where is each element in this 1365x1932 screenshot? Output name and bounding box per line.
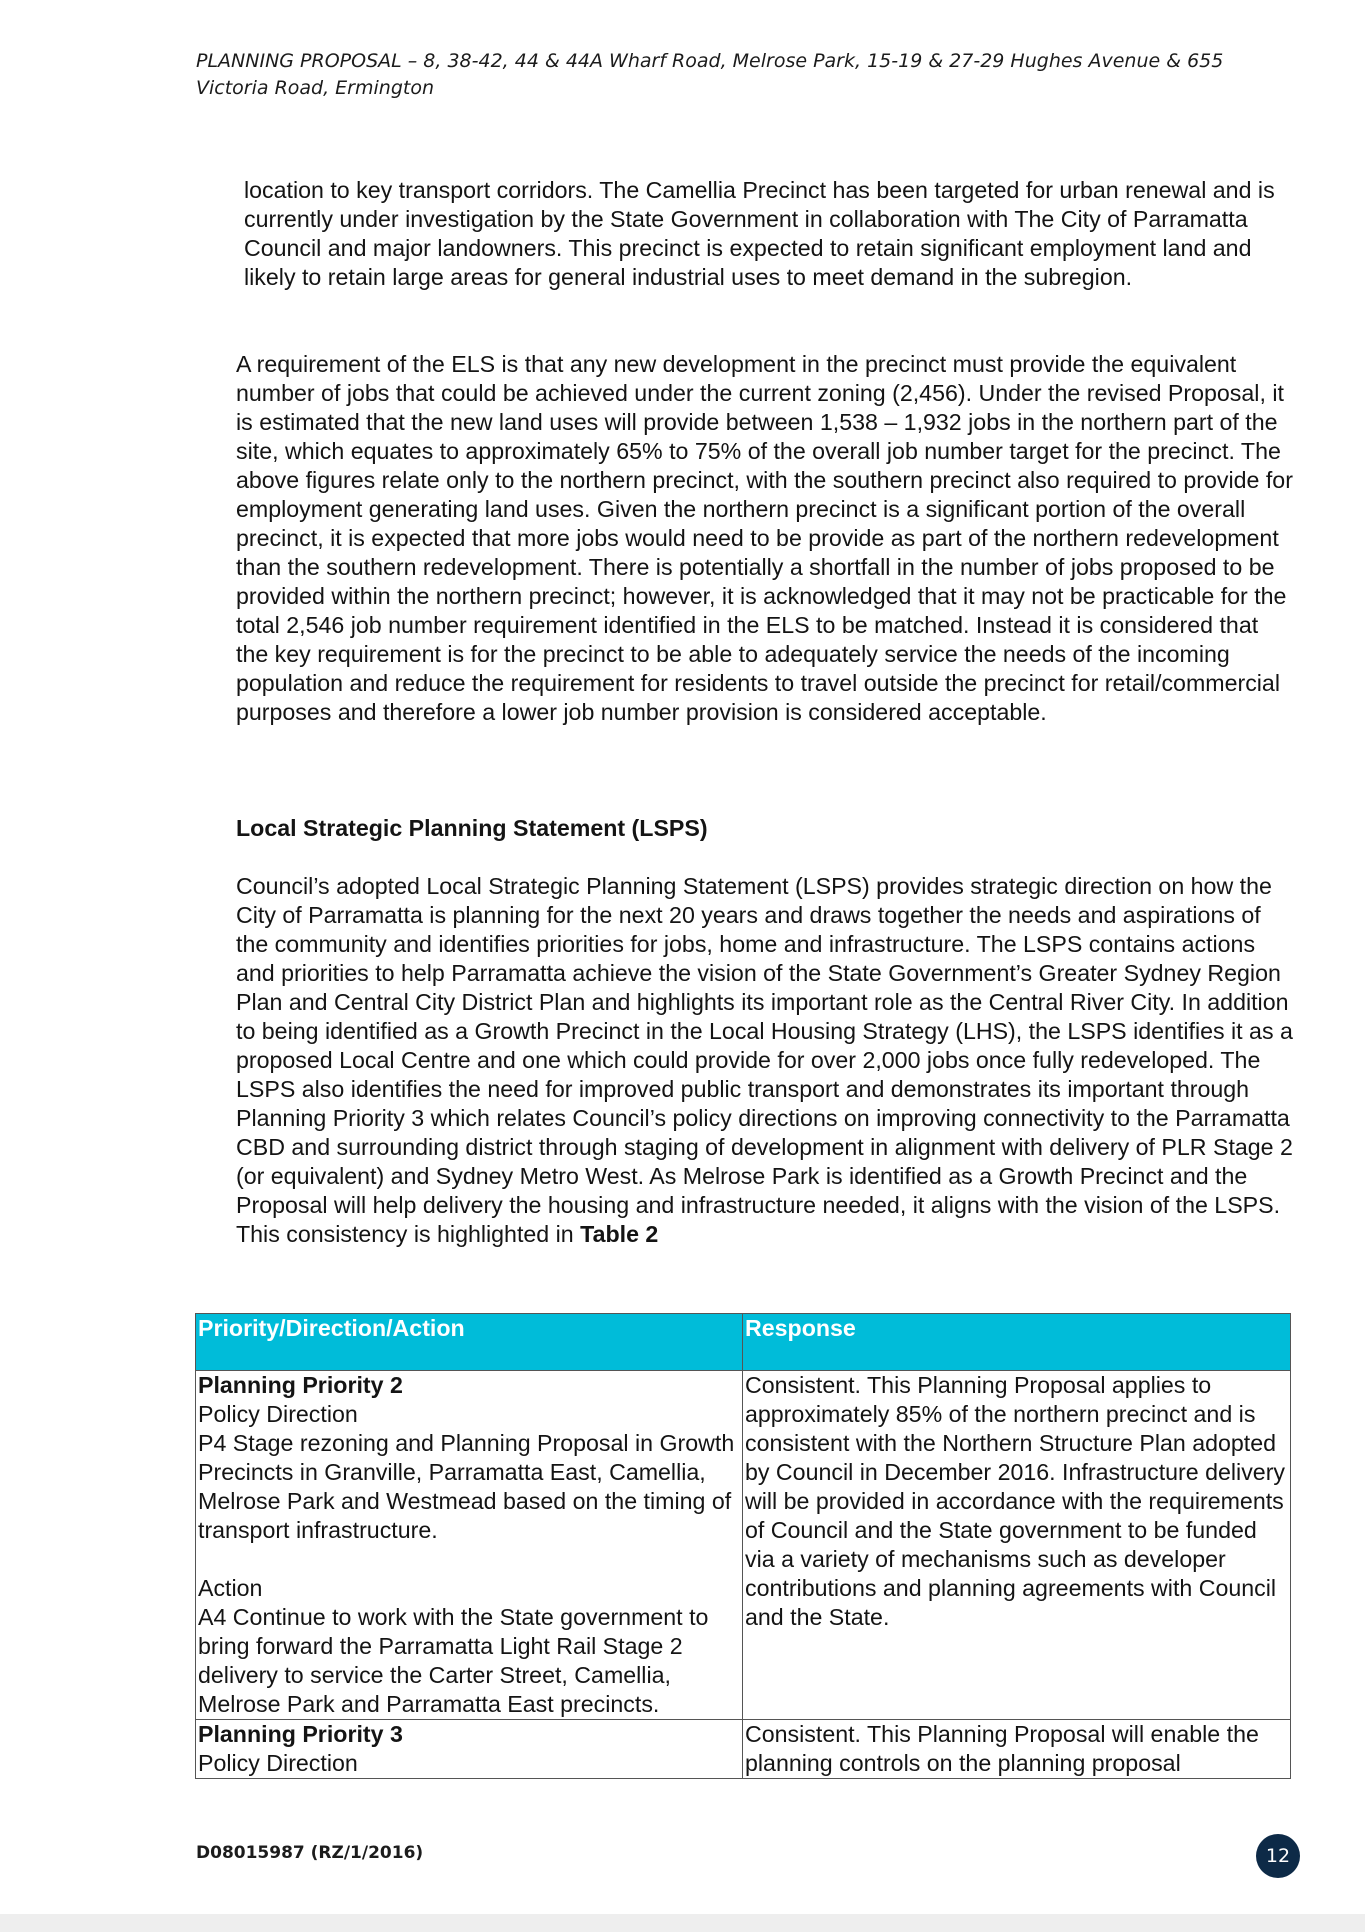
response-cell — [743, 1371, 1291, 1720]
response-text: Consistent. This Planning Proposal will enable the planning controls on the planning proposal — [745, 1721, 1259, 1776]
lsps-body-text: Council’s adopted Local Strategic Planning Statement (LSPS) provides strategic direction on how the City of Parramatta is planning for the next 20 years and draws together the needs and aspirations of the community and identifies priorities for jobs, home and infrastructure. The LSPS contains actions and priorities to help Parramatta achieve the vision of the State Government’s Greater Sydney Region Plan and Central City District Plan and highlights its important role as the Central River City. In addition to being identified as a Growth Precinct in the Local Housing Strategy (LHS), the LSPS identifies it as a proposed Local Centre and one which could provide for over 2,000 jobs once fully redeveloped. The LSPS also identifies the need for improved public transport and demonstrates its important through Planning Priority 3 which relates Council’s policy directions on improving connectivity to the Parramatta CBD and surrounding district through staging of development in alignment with delivery of PLR Stage 2 (or equivalent) and Sydney Metro West. As Melrose Park is identified as a Growth Precinct and the Proposal will help delivery the housing and infrastructure needed, it aligns with the vision of the LSPS. This consistency is highlighted in — [236, 873, 1293, 1247]
policy-direction-label: Policy Direction — [198, 1750, 358, 1776]
priority-cell — [196, 1371, 743, 1720]
page-number-badge — [1256, 1834, 1300, 1878]
priority-title: Planning Priority 3 — [198, 1721, 403, 1747]
policy-direction-label: Policy Direction — [198, 1401, 358, 1427]
paragraph-els-jobs: A requirement of the ELS is that any new development in the precinct must provide the equivalent number of jobs that could be achieved under the current zoning (2,456). Under the revised Proposal, it is estimated that the new land uses will provide between 1,538 – 1,932 jobs in the northern part of the site, which equates to approximately 65% to 75% of the overall job number target for the precinct. The above figures relate only to the northern precinct, with the southern precinct also required to provide for employment generating land uses. Given the northern precinct is a significant portion of the overall precinct, it is expected that more jobs would need to be provide as part of the northern redevelopment than the southern redevelopment. There is potentially a shortfall in the number of jobs proposed to be provided within the northern precinct; however, it is acknowledged that it may not be practicable for the total 2,546 job number requirement identified in the ELS to be matched. Instead it is considered that the key requirement is for the precinct to be able to adequately service the needs of the incoming population and reduce the requirement for residents to travel outside the precinct for retail/commercial purposes and therefore a lower job number provision is considered acceptable. — [236, 351, 1293, 725]
page-bottom-edge — [0, 1914, 1365, 1932]
table-reference: Table 2 — [580, 1221, 659, 1247]
page-number: 12 — [1265, 1845, 1291, 1867]
priority-title: Planning Priority 2 — [198, 1372, 403, 1398]
column-header-priority: Priority/Direction/Action — [196, 1314, 743, 1371]
action-label: Action — [198, 1575, 263, 1601]
paragraph-camellia: location to key transport corridors. The Camellia Precinct has been targeted for urban renewal and is currently under investigation by the State Government in collaboration with The City of Parramatta Council and major landowners. This precinct is expected to retain significant employment land and likely to retain large areas for general industrial uses to meet demand in the subregion. — [244, 177, 1275, 290]
section-heading-lsps: Local Strategic Planning Statement (LSPS) — [236, 815, 708, 841]
table-header-row — [196, 1314, 1291, 1371]
page-header — [196, 48, 1276, 102]
cell-spacer — [198, 1545, 740, 1574]
response-text: Consistent. This Planning Proposal applies to approximately 85% of the northern precinct and is consistent with the Northern Structure Plan adopted by Council in December 2016. Infrastructure delivery will be provided in accordance with the requirements of Council and the State government to be funded via a variety of mechanisms such as developer contributions and planning agreements with Council and the State. — [745, 1372, 1286, 1630]
priority-cell — [196, 1720, 743, 1779]
policy-direction-text: P4 Stage rezoning and Planning Proposal in Growth Precincts in Granville, Parramatta East, Camellia, Melrose Park and Westmead based on the timing of transport infrastructure. — [198, 1430, 735, 1543]
response-cell — [743, 1720, 1291, 1779]
action-text: A4 Continue to work with the State government to bring forward the Parramatta Light Rail Stage 2 delivery to service the Carter Street, Camellia, Melrose Park and Parramatta East precincts. — [198, 1604, 709, 1717]
lsps-consistency-table — [195, 1313, 1291, 1779]
header-title: PLANNING PROPOSAL – 8, 38-42, 44 & 44A Wharf Road, Melrose Park, 15-19 & 27-29 Hughes Avenue & 655 Victoria Road, Ermington — [196, 50, 1224, 99]
document-id: D08015987 (RZ/1/2016) — [196, 1843, 424, 1863]
table-row — [196, 1371, 1291, 1720]
column-header-response: Response — [743, 1314, 1291, 1371]
table-row — [196, 1720, 1291, 1779]
paragraph-lsps — [236, 872, 1294, 1249]
